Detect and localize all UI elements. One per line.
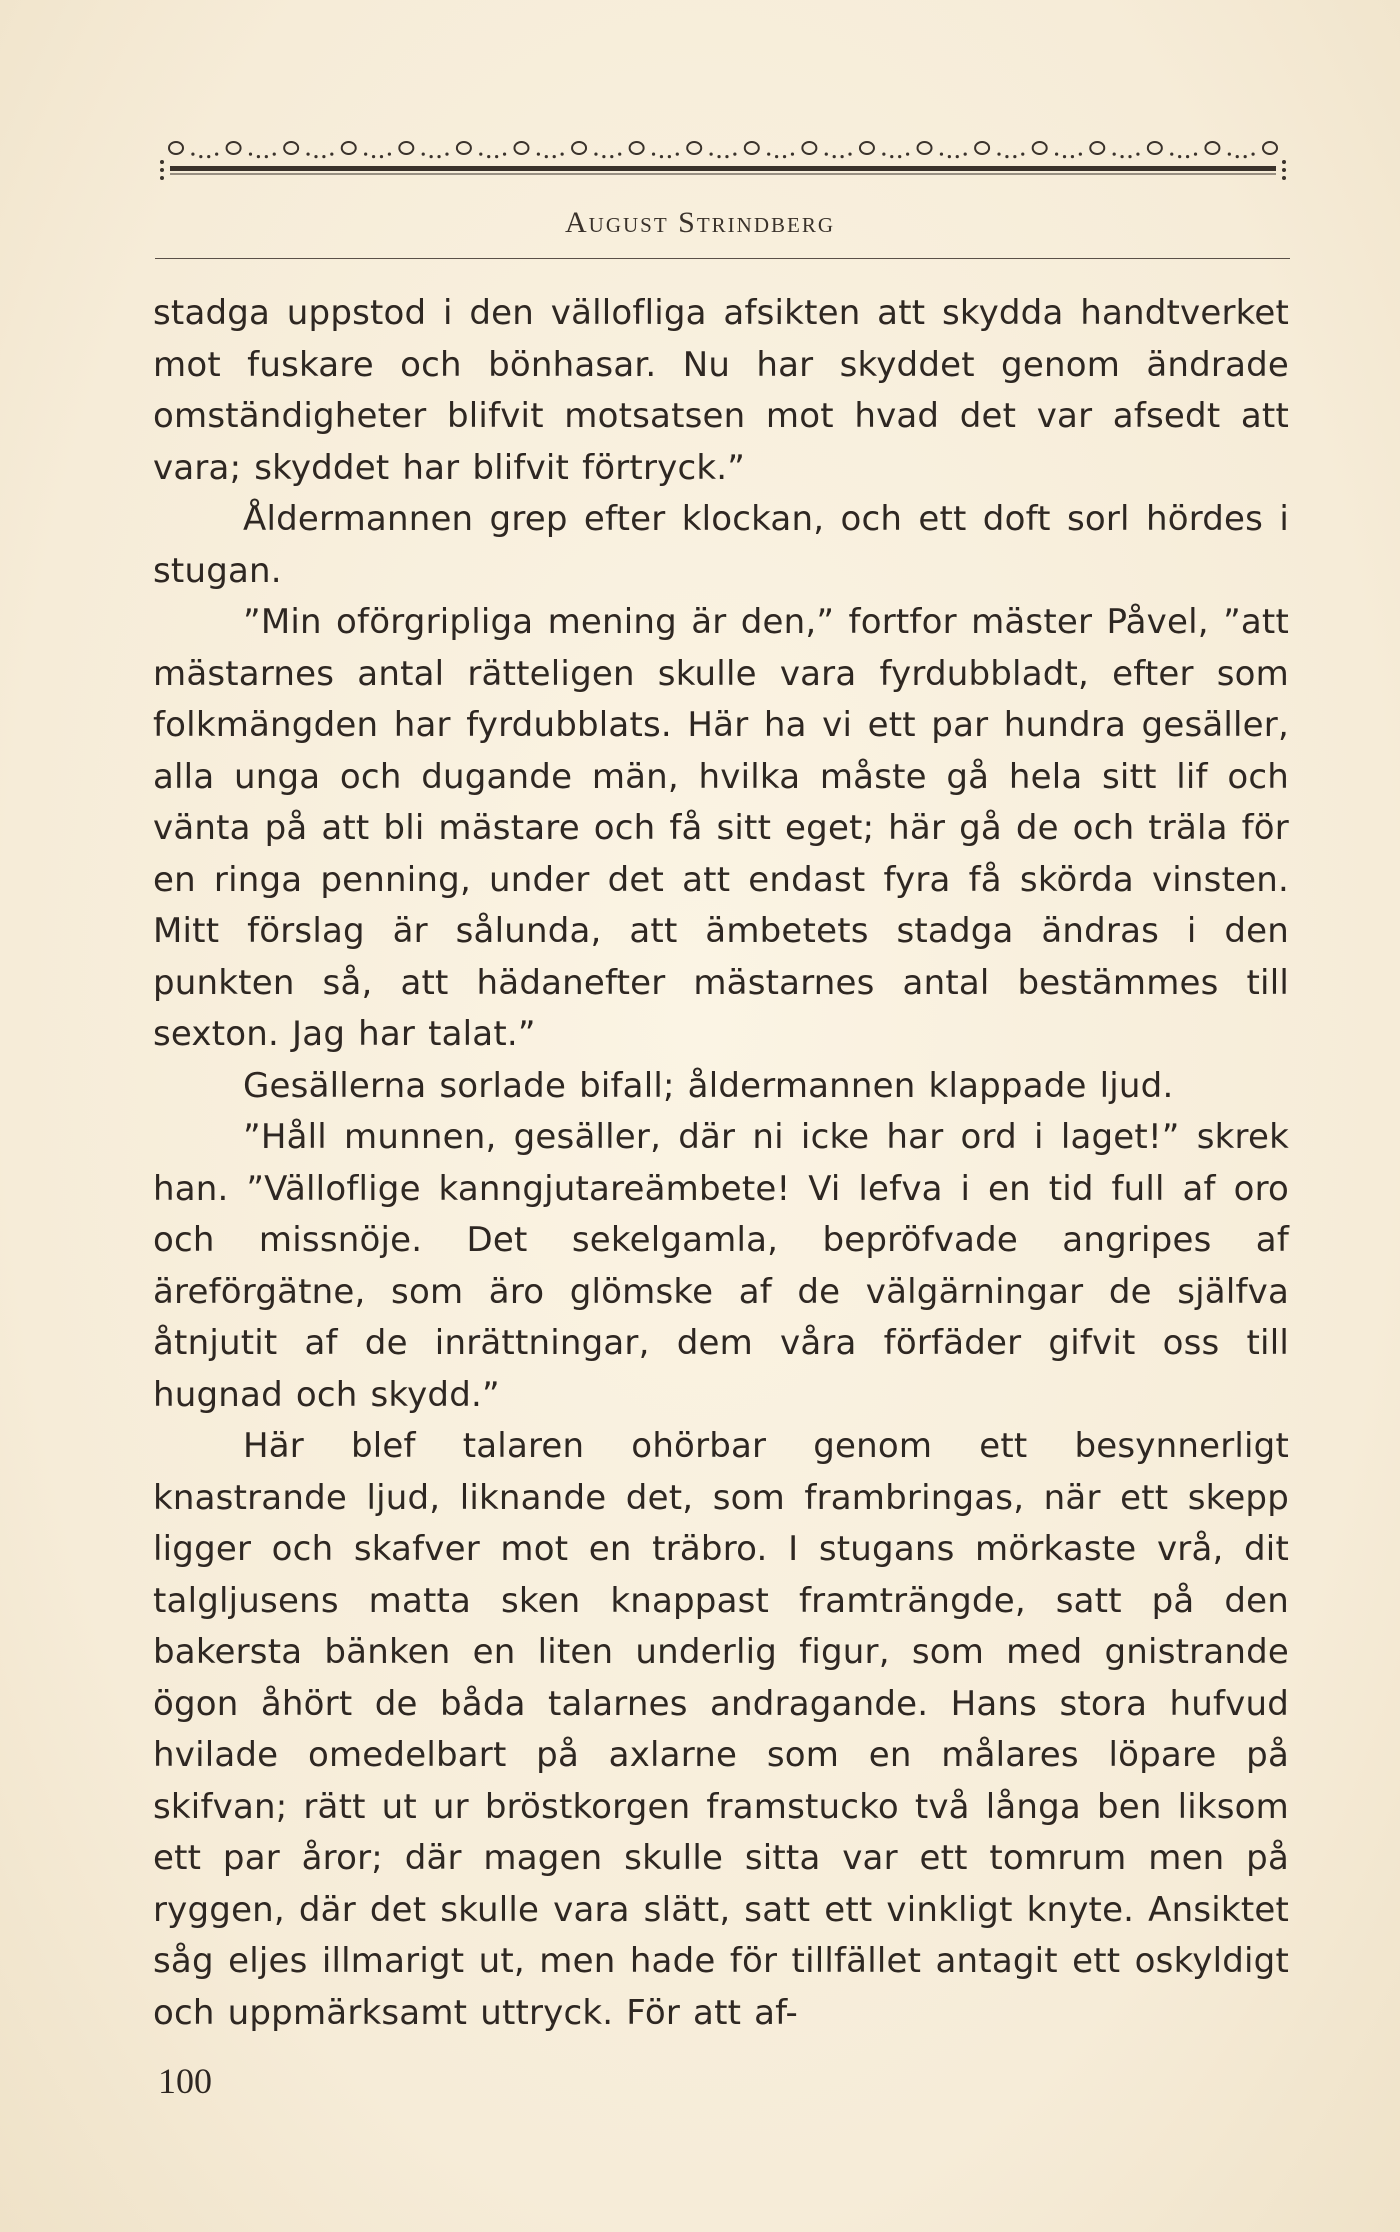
ornament-dot <box>1178 155 1181 158</box>
ornament-dot <box>388 153 391 156</box>
ornament-dot <box>733 153 736 156</box>
ornament-dot <box>430 155 433 158</box>
ornament-dot <box>767 153 770 156</box>
ornament-dot <box>372 155 375 158</box>
ornament-ring <box>284 142 298 154</box>
ornament-dot <box>314 155 317 158</box>
ornament-dot <box>322 155 325 158</box>
ornament-dot <box>791 153 794 156</box>
ornament-dot <box>594 153 597 156</box>
ornament-dot <box>848 153 851 156</box>
ornament-dot <box>717 155 720 158</box>
ornament-ring <box>572 142 586 154</box>
ornament-dot <box>1170 153 1173 156</box>
ornament-dot <box>191 153 194 156</box>
ornament-dot <box>825 153 828 156</box>
header-rule <box>155 258 1290 259</box>
ornament-dot <box>906 153 909 156</box>
paragraph: Gesällerna sorlade bifall; åldermannen klappade ljud. <box>243 1065 1174 1106</box>
ornament-ring <box>457 142 471 154</box>
ornament-dot <box>1113 153 1116 156</box>
ornament-dot <box>479 153 482 156</box>
ornament-dot <box>898 155 901 158</box>
ornament-dot <box>948 155 951 158</box>
ornament-ring <box>169 142 183 154</box>
ornament-ring <box>802 142 816 154</box>
paragraph: Åldermannen grep efter klockan, och ett doft sorl hördes i stugan. <box>153 499 1289 591</box>
paragraph: Här blef talaren ohörbar genom ett besynnerligt knastrande ljud, liknande det, som frambringas, när ett skepp ligger och skafver mot en träbro. I stugans mörkaste vrå, dit talgljusens matta sken knappast framträngde, satt på den bakersta bänken en liten underlig figur, som med gnistrande ögon åhört de båda talarnes andragande. Hans stora hufvud hvilade omedelbart på axlarne som en målares löpare på skifvan; rätt ut ur bröstkorgen framstucko två långa ben liksom ett par åror; där magen skulle sitta var ett tomrum men på ryggen, där det skulle vara slätt, satt ett vinkligt knyte. Ansiktet såg eljes illmarigt ut, men hade för tillfället antagit ett oskyldigt och uppmärksamt uttryck. För att af- <box>153 1426 1289 2033</box>
ornament-dot <box>668 155 671 158</box>
ornament-dot <box>725 155 728 158</box>
ornament-ring <box>399 142 413 154</box>
ornament-dot <box>956 155 959 158</box>
ornament-dot <box>890 155 893 158</box>
ornament-dot <box>561 153 564 156</box>
ornament-dot <box>422 153 425 156</box>
ornament-dot <box>882 153 885 156</box>
ornament-dot <box>1186 155 1189 158</box>
ornament-dot <box>537 153 540 156</box>
ornament-dot <box>1228 153 1231 156</box>
ornament-ring <box>975 142 989 154</box>
ornament-dot <box>1120 155 1123 158</box>
ornament-ring <box>1148 142 1162 154</box>
ornament-dot <box>215 153 218 156</box>
ornament-dot <box>1071 155 1074 158</box>
ornament-dot <box>841 155 844 158</box>
ornament-ring <box>860 142 874 154</box>
ornament-dot <box>964 153 967 156</box>
ornamental-border-icon <box>158 128 1288 180</box>
ornament-dot <box>710 153 713 156</box>
ornament-dot <box>1251 153 1254 156</box>
ornament-ring <box>1090 142 1104 154</box>
paragraph: ”Min oförgripliga mening är den,” fortfor mäster Påvel, ”att mästarnes antal rätteligen skulle vara fyrdubbladt, efter som folkmängden har fyrdubblats. Här ha vi ett par hundra gesäller, alla unga och dugande män, hvilka måste gå hela sitt lif och vänta på att bli mästare och få sitt eget; här gå de och träla för en ringa penning, under det att endast fyra få skörda vinsten. Mitt förslag är sålunda, att ämbetets stadga ändras i den punkten så, att hädanefter mästarnes antal bestämmes till sexton. Jag har talat.” <box>153 602 1289 1054</box>
ornament-dot <box>783 155 786 158</box>
ornament-dot <box>997 153 1000 156</box>
ornament-dot <box>553 155 556 158</box>
page-number: 100 <box>158 2061 212 2101</box>
ornament-ring <box>514 142 528 154</box>
ornament-dot <box>545 155 548 158</box>
ornament-dot <box>207 155 210 158</box>
ornament-dot <box>1079 153 1082 156</box>
ornament-dot <box>503 153 506 156</box>
ornament-dot <box>306 153 309 156</box>
ornament-dot <box>257 155 260 158</box>
ornament-ring <box>630 142 644 154</box>
ornament-dot <box>487 155 490 158</box>
ornament-dot <box>1063 155 1066 158</box>
ornament-dot <box>1236 155 1239 158</box>
ornament-dot <box>660 155 663 158</box>
paragraph: ”Håll munnen, gesäller, där ni icke har ord i laget!” skrek han. ”Välloflige kanngjutareämbete! Vi lefva i en tid full af oro och missnöje. Det sekelgamla, bepröfvade angripes af äreförgätne, som äro glömske af de välgärningar de själfva åtnjutit af de inrättningar, dem våra förfäder gifvit oss till hugnad och skydd.” <box>153 1117 1289 1415</box>
ornament-ring <box>1205 142 1219 154</box>
ornament-dot <box>437 155 440 158</box>
ornament-dot <box>676 153 679 156</box>
ornament-ring <box>227 142 241 154</box>
ornament-dot <box>1055 153 1058 156</box>
ornament-dot <box>445 153 448 156</box>
ornament-dot <box>1136 153 1139 156</box>
ornament-dot <box>1128 155 1131 158</box>
ornament-dot <box>273 153 276 156</box>
ornament-ring <box>1263 142 1277 154</box>
ornament-dot <box>249 153 252 156</box>
running-head: August Strindberg <box>564 206 836 239</box>
ornament-ring <box>745 142 759 154</box>
ornament-dot <box>1194 153 1197 156</box>
ornament-ring <box>687 142 701 154</box>
paragraph: stadga uppstod i den vällofliga afsikten att skydda handtverket mot fuskare och bönhasar. Nu har skyddet genom ändrade omständigheter blifvit motsatsen mot hvad det var afsedt att vara; skyddet har blifvit förtryck.” <box>153 293 1289 488</box>
ornament-dot <box>833 155 836 158</box>
ornament-dot <box>610 155 613 158</box>
ornament-dot <box>380 155 383 158</box>
ornament-dot <box>652 153 655 156</box>
ornament-dot <box>1013 155 1016 158</box>
ornament-dot <box>1244 155 1247 158</box>
ornament-dot <box>1021 153 1024 156</box>
ornament-dot <box>330 153 333 156</box>
ornament-ring <box>342 142 356 154</box>
ornament-dot <box>940 153 943 156</box>
ornament-dot <box>495 155 498 158</box>
ornament-ring <box>1033 142 1047 154</box>
ornament-dot <box>775 155 778 158</box>
ornament-dot <box>265 155 268 158</box>
ornament-dot <box>1005 155 1008 158</box>
ornament-dot <box>199 155 202 158</box>
body-text <box>153 288 1289 2039</box>
ornament-dot <box>364 153 367 156</box>
ornament-ring <box>918 142 932 154</box>
ornament-dot <box>618 153 621 156</box>
ornament-dot <box>602 155 605 158</box>
